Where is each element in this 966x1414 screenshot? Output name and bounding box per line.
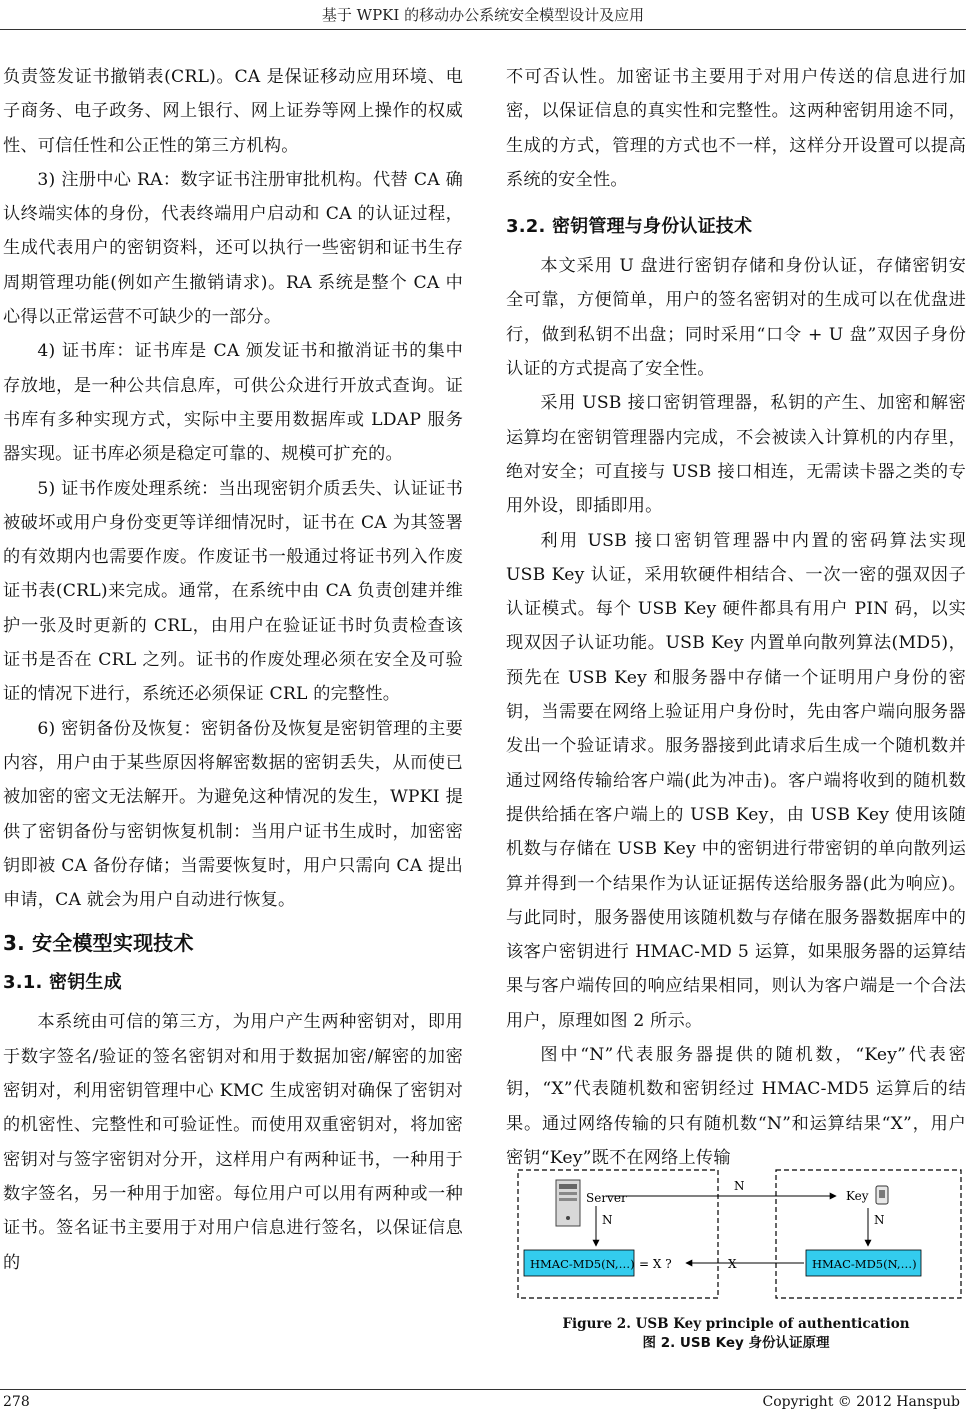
client-n-label: N [874,1213,885,1227]
figure-caption-zh: 图 2. USB Key 身份认证原理 [642,1335,830,1351]
server-icon [556,1180,580,1226]
x-transfer-label: X [728,1257,737,1271]
figure-caption-en: Figure 2. USB Key principle of authentication [562,1316,910,1332]
paragraph: 本文采用 U 盘进行密钥存储和身份认证，存储密钥安全可靠，方便简单，用户的签名密钥对的生成可以在优盘进行，做到私钥不出盘；同时采用“口令 + U 盘”双因子身份认证的方式提高了安全性。 [506,256,966,380]
running-header: 基于 WPKI 的移动办公系统安全模型设计及应用 [321,6,645,24]
client-hmac-label: HMAC-MD5(N,…) [812,1257,917,1271]
paragraph: 3) 注册中心 RA：数字证书注册审批机构。代替 CA 确认终端实体的身份，代表终端用户启动和 CA 的认证过程，生成代表用户的密钥资料，还可以执行一些密钥和证书生存周期管理功能(例如产生撤销请求)。RA 系统是整个 CA 中心得以正常运营不可缺少的一部分。 [3,169,463,328]
page-number: 278 [3,1394,30,1410]
left-column [3,60,463,1280]
right-column [506,60,966,1175]
subsection-heading: 3.1. 密钥生成 [3,972,122,994]
paragraph: 4) 证书库：证书库是 CA 颁发证书和撤消证书的集中存放地，是一种公共信息库，可供公众进行开放式查询。证书库有多种实现方式，实际中主要用数据库或 LDAP 服务器实现。证书库必须是稳定可靠的、规模可扩充的。 [3,341,463,465]
server-hmac-label: HMAC-MD5(N,…) [530,1257,635,1271]
usb-key-icon [876,1186,888,1204]
server-label: Server [586,1191,627,1205]
header-rule [0,29,966,30]
server-dashed-box [518,1170,718,1298]
auth-diagram [506,1168,966,1308]
paragraph: 负责签发证书撤销表(CRL)。CA 是保证移动应用环境、电子商务、电子政务、网上银行、网上证券等网上操作的权威性、可信任性和公正性的第三方机构。 [3,67,463,156]
footer-rule [0,1389,966,1390]
key-label: Key [846,1189,869,1203]
paragraph: 利用 USB 接口密钥管理器中内置的密码算法实现 USB Key 认证，采用软硬件相结合、一次一密的强双因子认证模式。每个 USB Key 硬件都具有用户 PIN 码，以实现双因子认证功能。USB Key 内置单向散列算法(MD5)，预先在 USB Key 和服务器中存储一个证明用户身份的密钥，当需要在网络上验证用户身份时，先由客户端向服务器发出一个验证请求。服务器接到此请求后生成一个随机数并通过网络传输给客户端(此为冲击)。客户端将收到的随机数提供给插在客户端上的 USB Key，由 USB Key 使用该随机数与存储在 USB Key 中的密钥进行带密钥的单向散列运算并得到一个结果作为认证证据传送给服务器(此为响应)。与此同时，服务器使用该随机数与存储在服务器数据库中的该客户密钥进行 HMAC-MD 5 运算，如果服务器的运算结果与客户端传回的响应结果相同，则认为客户端是一个合法用户，原理如图 2 所示。 [506,530,966,1031]
copyright: Copyright © 2012 Hanspub [762,1394,960,1410]
paragraph: 不可否认性。加密证书主要用于对用户传送的信息进行加密，以保证信息的真实性和完整性。这两种密钥用途不同，生成的方式，管理的方式也不一样，这样分开设置可以提高系统的安全性。 [506,67,966,190]
paragraph: 本系统由可信的第三方，为用户产生两种密钥对，即用于数字签名/验证的签名密钥对和用于数据加密/解密的加密密钥对，利用密钥管理中心 KMC 生成密钥对确保了密钥对的机密性、完整性和可验证性。而使用双重密钥对，将加密密钥对与签字密钥对分开，这样用户有两种证书，一种用于数字签名，另一种用于加密。每位用户可以用有两种或一种证书。签名证书主要用于对用户信息进行签名，以保证信息的 [3,1012,463,1273]
paragraph: 图中“N”代表服务器提供的随机数，“Key”代表密钥，“X”代表随机数和密钥经过 HMAC-MD5 运算后的结果。通过网络传输的只有随机数“N”和运算结果“X”，用户密钥“Key”既不在网络上传输 [506,1045,966,1168]
n-transfer-label: N [734,1179,745,1193]
subsection-heading: 3.2. 密钥管理与身份认证技术 [506,216,753,238]
section-heading: 3. 安全模型实现技术 [3,931,194,956]
paragraph: 5) 证书作废处理系统：当出现密钥介质丢失、认证证书被破坏或用户身份变更等详细情况时，证书在 CA 为其签署的有效期内也需要作废。作废证书一般通过将证书列入作废证书表(CRL)来完成。通常，在系统中由 CA 负责创建并维护一张及时更新的 CRL，由用户在验证证书时负责检查该证书是否在 CRL 之列。证书的作废处理必须在安全及可验证的情况下进行，系统还必须保证 CRL 的完整性。 [3,478,463,705]
compare-label: = X ? [639,1257,672,1271]
paragraph: 6) 密钥备份及恢复：密钥备份及恢复是密钥管理的主要内容，用户由于某些原因将解密数据的密钥丢失，从而使已被加密的密文无法解开。为避免这种情况的发生，WPKI 提供了密钥备份与密钥恢复机制：当用户证书生成时，加密密钥即被 CA 备份存储；当需要恢复时，用户只需向 CA 提出申请，CA 就会为用户自动进行恢复。 [3,718,463,911]
paragraph: 采用 USB 接口密钥管理器，私钥的产生、加密和解密运算均在密钥管理器内完成，不会被读入计算机的内存里，绝对安全；可直接与 USB 接口相连，无需读卡器之类的专用外设，即插即用。 [506,393,966,517]
server-n-label: N [602,1213,613,1227]
